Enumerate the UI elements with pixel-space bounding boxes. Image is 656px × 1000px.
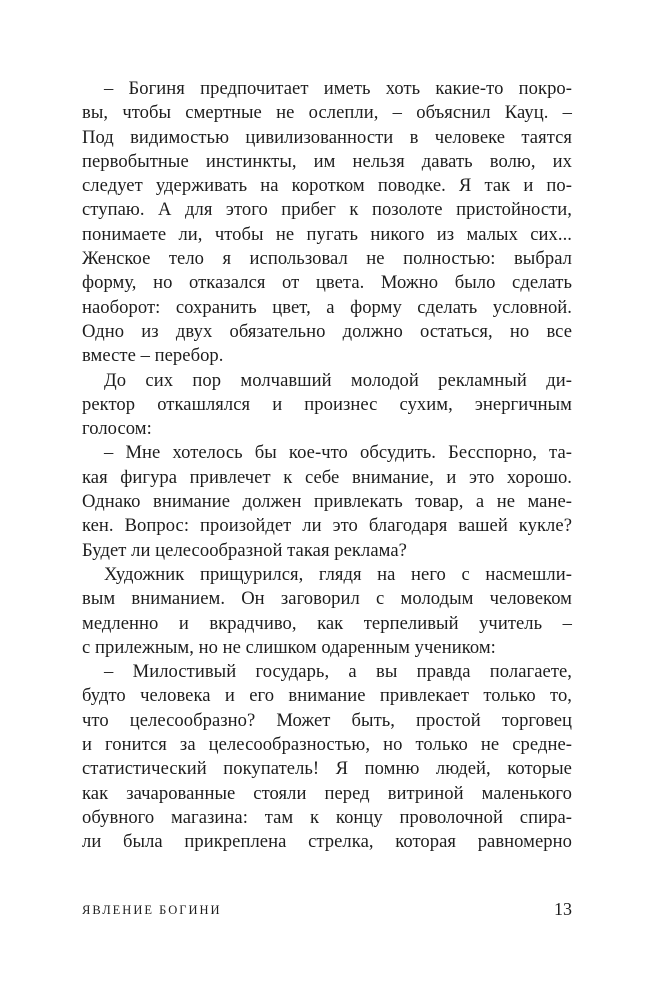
text-line: Женское тело я использовал не полностью: выбрал	[82, 248, 572, 270]
text-line: будто человека и его внимание привлекает только то,	[82, 685, 572, 707]
text-line: кая фигура привлечет к себе внимание, и это хорошо.	[82, 466, 572, 488]
text-line: ректор откашлялся и произнес сухим, энергичным	[82, 393, 572, 415]
text-line: вым вниманием. Он заговорил с молодым человеком	[82, 588, 572, 610]
text-line: форму, но отказался от цвета. Можно было сделать	[82, 272, 572, 294]
page-number: 13	[554, 899, 572, 919]
text-line: голосом:	[82, 418, 152, 440]
text-line: статистический покупатель! Я помню людей, которые	[82, 758, 572, 780]
text-line: Будет ли целесообразной такая реклама?	[82, 539, 407, 561]
text-line: – Мне хотелось бы кое-что обсудить. Бесспорно, та-	[104, 442, 572, 464]
text-line: Художник прищурился, глядя на него с насмешли-	[104, 563, 572, 585]
text-line: обувного магазина: там к концу проволочной спира-	[82, 806, 572, 828]
running-head: ЯВЛЕНИЕ БОГИНИ	[82, 903, 222, 917]
text-line: – Богиня предпочитает иметь хоть какие-то покро-	[104, 78, 572, 99]
text-line: Однако внимание должен привлекать товар, а не манe-	[82, 491, 572, 513]
text-line: с прилежным, но не слишком одаренным учеником:	[82, 636, 496, 658]
text-line: что целесообразно? Может быть, простой торговец	[82, 709, 572, 731]
text-line: – Милостивый государь, а вы правда полагаете,	[104, 661, 572, 683]
text-line: кен. Вопрос: произойдет ли это благодаря вашей кукле?	[82, 515, 572, 537]
text-line: первобытные инстинкты, им нельзя давать волю, их	[82, 150, 572, 172]
text-line: вместе – перебор.	[82, 345, 224, 367]
text-line: До сих пор молчавший молодой рекламный ди-	[104, 369, 572, 391]
text-line: медленно и вкрадчиво, как терпеливый учитель –	[82, 612, 572, 634]
text-line: ли была прикреплена стрелка, которая равномерно	[82, 831, 572, 853]
text-line: следует удерживать на коротком поводке. Я так и по-	[82, 175, 572, 197]
text-line: Одно из двух обязательно должно остаться, но все	[82, 320, 572, 342]
text-line: наоборот: сохранить цвет, а форму сделать условной.	[82, 296, 572, 318]
text-line: Под видимостью цивилизованности в человеке таятся	[82, 126, 572, 148]
text-line: и гонится за целесообразностью, но только не средне-	[82, 734, 572, 756]
body-text	[82, 77, 572, 855]
text-line: понимаете ли, чтобы не пугать никого из малых сих...	[82, 223, 572, 245]
text-line: вы, чтобы смертные не ослепли, – объяснил Кауц. –	[82, 102, 572, 124]
text-line: как зачарованные стояли перед витриной маленького	[82, 782, 572, 804]
text-line: ступаю. А для этого прибег к позолоте пристойности,	[82, 199, 572, 221]
